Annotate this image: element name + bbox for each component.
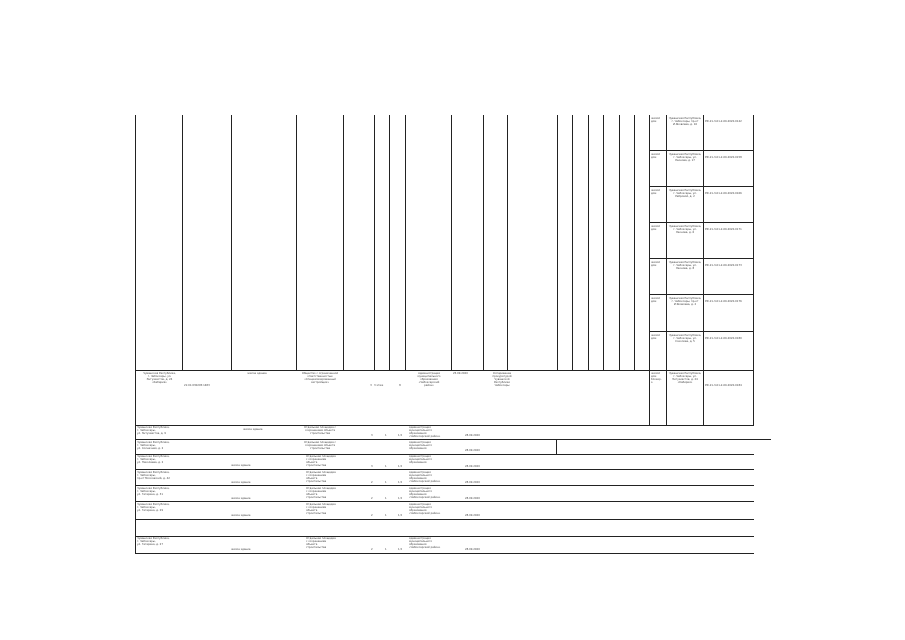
- grid-line: [649, 150, 754, 151]
- grid-line: [182, 115, 183, 370]
- main-row-builder: Общество с ограниченной ответственностью «Специализированный застройщик»: [301, 372, 339, 385]
- right-block-6-address: Чувашская Республика, г. Чебоксары, пр-кт И.Яковлева, д. 2: [668, 297, 702, 307]
- bottom-row-2-docs: Администрация муниципального образования: [409, 441, 433, 451]
- grid-line: [405, 115, 406, 370]
- bottom-row-5-c3: 1,5: [398, 497, 403, 500]
- right-block-3-kind: жилой дом: [651, 189, 660, 196]
- main-row-docs: Администрация муниципального образования «Чебоксарский район»: [417, 372, 441, 388]
- bottom-row-6-c2: 1: [385, 514, 387, 517]
- grid-line: [135, 553, 754, 554]
- bottom-row-4-c2: 1: [385, 481, 387, 484]
- grid-line: [296, 115, 297, 370]
- bottom-row-1-builder: Отдельная площадка с сохранением объекта строительства: [304, 426, 336, 436]
- grid-line: [557, 115, 558, 370]
- bottom-row-6-c3: 1,5: [398, 514, 403, 517]
- bottom-row-7-date: 28.09.2020: [465, 548, 480, 551]
- bottom-row-5-kind: жилое здание: [231, 497, 251, 500]
- bottom-row-6-builder: Отдельная площадка с сохранением объекта строительства: [306, 503, 336, 516]
- bottom-row-3-builder: Отдельная площадка с сохранением объекта строительства: [306, 455, 336, 468]
- grid-line: [135, 501, 754, 502]
- bottom-row-2-date: 28.09.2020: [465, 449, 480, 452]
- grid-line: [572, 115, 573, 370]
- bottom-row-7-kind: жилое здание: [231, 548, 251, 551]
- right-block-7-kind: жилой дом: [651, 334, 660, 341]
- bottom-row-3-date: 28.09.2020: [465, 465, 480, 468]
- grid-line: [556, 439, 557, 454]
- bottom-row-5-builder: Отдельная площадка с сохранением объекта строительства: [306, 487, 336, 500]
- bottom-row-5-docs: Администрация муниципального образования «Чебоксарский район»: [409, 487, 441, 500]
- bottom-row-2-builder: Отдельная площадка с сохранением объекта строительства: [304, 441, 336, 451]
- right-block-5-kind: жилой дом: [651, 261, 660, 268]
- grid-line: [634, 115, 635, 370]
- bottom-row-5-c2: 1: [385, 497, 387, 500]
- bottom-row-4-c1: 2: [371, 481, 373, 484]
- grid-line: [483, 115, 484, 370]
- main-row-kind-2: жилой дом блокир. з.: [651, 372, 662, 385]
- bottom-row-5-address: Чувашская Республика, г. Чебоксары, ул. Гагарина, д. 31: [137, 487, 170, 497]
- grid-line: [135, 425, 136, 553]
- main-row-notes: Оспаривание прокуратурой Чувашской Республики Чебоксары: [492, 372, 512, 388]
- right-block-2-address: Чувашская Республика, г. Чебоксары, ул. Леонова, д. 17: [668, 153, 702, 163]
- bottom-row-7-c3: 1,5: [398, 548, 403, 551]
- right-block-2-kind: жилой дом: [651, 153, 660, 160]
- bottom-row-3-kind: жилое здание: [231, 464, 251, 467]
- grid-line: [135, 370, 754, 371]
- bottom-row-5-c1: 2: [371, 497, 373, 500]
- bottom-row-1-c3: 1,5: [398, 434, 403, 437]
- bottom-row-4-c3: 1,5: [398, 481, 403, 484]
- right-block-2-code: РФ-21-3-01-2-00-2020-0158: [705, 156, 742, 159]
- grid-line: [389, 115, 390, 370]
- grid-line: [135, 115, 136, 425]
- bottom-row-7-address: Чувашская Республика, г. Чебоксары, ул. Гагарина, д. 27: [137, 537, 170, 547]
- main-row-address-2: Чувашская Республика, г. Чебоксары, ул. Энтузиастов, д. 24 «Кабирия»: [668, 372, 702, 385]
- bottom-row-6-kind: жилое здание: [231, 514, 251, 517]
- bottom-row-7-docs: Администрация муниципального образования «Чебоксарский район»: [409, 537, 441, 550]
- right-block-4-kind: жилой дом: [651, 225, 660, 232]
- bottom-row-2-address: Чувашская Республика, г. Чебоксары, ул. Солнечная, д. 2: [137, 441, 170, 451]
- grid-line: [649, 222, 754, 223]
- right-block-3-address: Чувашская Республика, г. Чебоксары, ул. Ребровой, д. 2: [668, 189, 702, 199]
- main-row-kind: жилое здание: [247, 372, 267, 375]
- bottom-row-6-address: Чувашская Республика, г. Чебоксары, ул. Гагарина, д. 29: [137, 503, 170, 513]
- main-row-code-2: РФ-21-3-01-2-00-2020-0184: [705, 384, 742, 387]
- right-block-1-address: Чувашская Республика, г. Чебоксары, пр-кт И.Яковлева, д. 16: [668, 117, 702, 127]
- right-block-4-address: Чувашская Республика, г. Чебоксары, ул. Леонова, д. 6: [668, 225, 702, 235]
- bottom-row-7-c1: 2: [371, 548, 373, 551]
- bottom-row-4-address: Чувашская Республика, г. Чебоксары, пр-кт Московский, д. 42: [137, 471, 170, 481]
- grid-line: [231, 115, 232, 370]
- bottom-row-1-address: Чувашская Республика, г. Чебоксары, ул. Энтузиастов, д. 9: [137, 426, 170, 436]
- main-row-count-1: 3: [370, 384, 372, 387]
- grid-line: [135, 519, 754, 520]
- bottom-row-6-docs: Администрация муниципального образования «Чебоксарский район»: [409, 503, 441, 516]
- grid-line: [135, 469, 754, 470]
- grid-line: [753, 115, 754, 425]
- main-row-address: Чувашская Республика, г. Чебоксары, ул. Энтузиастов, д. 24 «Кабирия»: [143, 372, 176, 385]
- bottom-row-4-docs: Администрация муниципального образования «Чебоксарский район»: [409, 471, 441, 484]
- bottom-row-3-c2: 1: [385, 465, 387, 468]
- grid-line: [374, 115, 375, 370]
- bottom-row-1-c1: 3: [371, 434, 373, 437]
- grid-line: [649, 258, 754, 259]
- grid-line: [507, 115, 508, 370]
- grid-line: [649, 115, 650, 425]
- grid-line: [649, 294, 754, 295]
- grid-line: [619, 115, 620, 370]
- bottom-row-4-kind: жилое здание: [231, 481, 251, 484]
- grid-line: [451, 115, 452, 370]
- bottom-row-3-c1: 3: [371, 465, 373, 468]
- right-block-1-code: РФ-21-3-01-2-00-2020-0142: [705, 120, 742, 123]
- right-block-3-code: РФ-21-3-01-2-00-2020-0166: [705, 192, 742, 195]
- grid-line: [603, 115, 604, 370]
- bottom-row-7-builder: Отдельная площадка с сохранением объекта строительства: [306, 537, 336, 550]
- grid-line: [649, 186, 754, 187]
- bottom-row-3-c3: 1,5: [398, 465, 403, 468]
- right-block-7-code: РФ-21-3-01-2-00-2020-0180: [705, 337, 742, 340]
- bottom-row-3-address: Чувашская Республика, г. Чебоксары, ул. Николаева, д. 2: [137, 455, 170, 465]
- bottom-row-1-date: 28.09.2020: [465, 434, 480, 437]
- grid-line: [703, 115, 704, 425]
- bottom-row-3-docs: Администрация муниципального образования: [409, 455, 433, 465]
- bottom-row-7-c2: 1: [385, 548, 387, 551]
- right-block-5-code: РФ-21-3-01-2-00-2020-0173: [705, 264, 742, 267]
- right-block-4-code: РФ-21-3-01-2-00-2020-0171: [705, 228, 742, 231]
- main-row-date: 25.09.2020: [453, 372, 468, 375]
- grid-line: [135, 485, 754, 486]
- bottom-row-1-c2: 1: [385, 434, 387, 437]
- main-row-cad-number: 21:01:030205:1483: [184, 384, 210, 387]
- right-block-6-kind: жилой дом: [651, 297, 660, 304]
- main-row-count-2: 3 этаж: [374, 384, 384, 387]
- bottom-row-4-builder: Отдельная площадка с сохранением объекта строительства: [306, 471, 336, 484]
- right-block-5-address: Чувашская Республика, г. Чебоксары, ул. Леонова, д. 8: [668, 261, 702, 271]
- right-block-7-address: Чувашская Республика, г. Чебоксары, ул. Соколова, д. 5: [668, 334, 702, 344]
- bottom-row-4-date: 28.09.2020: [465, 481, 480, 484]
- grid-line: [588, 115, 589, 370]
- right-block-6-code: РФ-21-3-01-2-00-2020-0176: [705, 300, 742, 303]
- bottom-row-5-date: 28.09.2020: [465, 497, 480, 500]
- bottom-row-6-c1: 2: [371, 514, 373, 517]
- bottom-row-6-date: 28.09.2020: [465, 514, 480, 517]
- bottom-row-1-docs: Администрация муниципального образования «Чебоксарский район»: [409, 426, 441, 439]
- bottom-row-1-kind: жилое здание: [243, 428, 263, 431]
- right-block-1-kind: жилой дом: [651, 117, 660, 124]
- grid-line: [649, 331, 754, 332]
- grid-line: [343, 115, 344, 370]
- main-row-count-3: 8: [399, 384, 401, 387]
- grid-line: [135, 439, 771, 440]
